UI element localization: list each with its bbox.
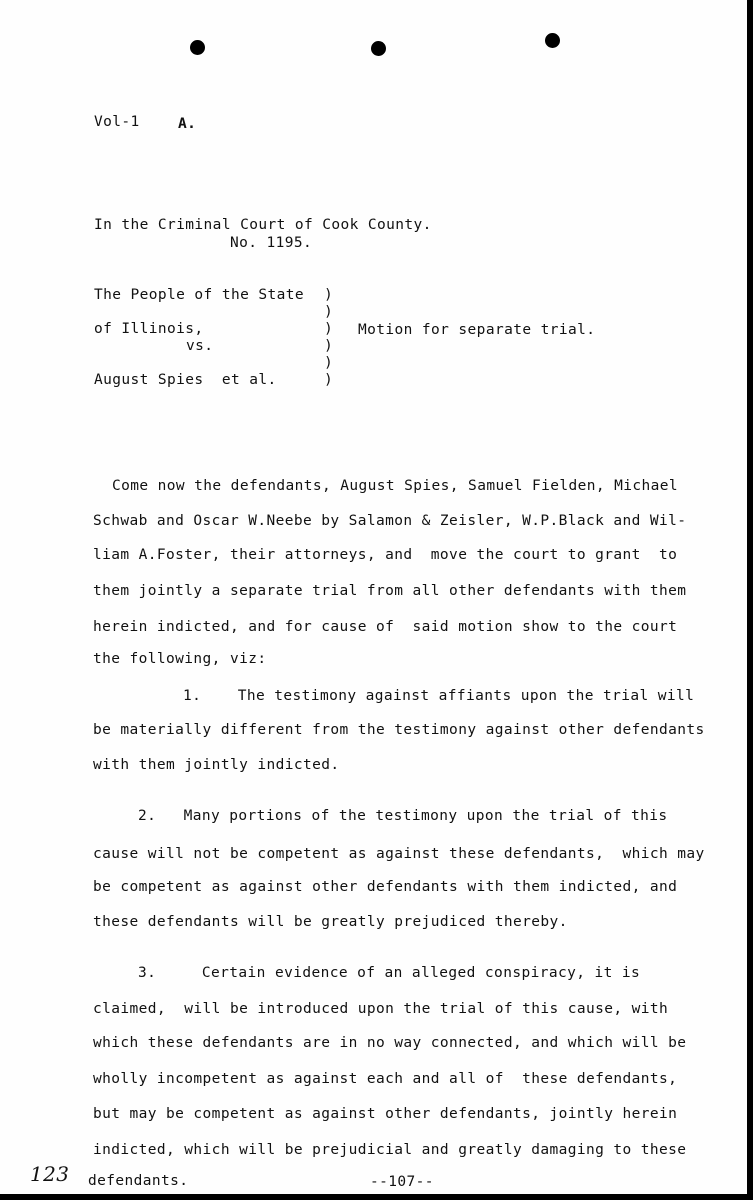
body-line: these defendants will be greatly prejudiced thereby. — [93, 914, 568, 930]
body-line: wholly incompetent as against each and all of these defendants, — [93, 1071, 678, 1087]
body-line: indicted, which will be prejudicial and greatly damaging to these — [93, 1142, 687, 1158]
body-line: them jointly a separate trial from all other defendants with them — [93, 583, 687, 599]
body-line: but may be competent as against other defendants, jointly herein — [93, 1106, 678, 1122]
body-line: cause will not be competent as against these defendants, which may — [93, 846, 705, 862]
caption-brace: ) — [324, 287, 334, 303]
volume-label: Vol-1 — [94, 114, 140, 130]
motion-title: Motion for separate trial. — [358, 322, 596, 338]
caption-line: vs. — [186, 338, 214, 354]
page-number: --107-- — [370, 1174, 434, 1190]
body-line: claimed, will be introduced upon the trial of this cause, with — [93, 1001, 669, 1017]
body-line: Come now the defendants, August Spies, Samuel Fielden, Michael — [112, 478, 679, 494]
body-line: the following, viz: — [93, 651, 267, 667]
body-line: liam A.Foster, their attorneys, and move the court to grant to — [93, 547, 678, 563]
caption-brace: ) — [324, 355, 334, 371]
punch-hole — [545, 33, 560, 48]
court-title: In the Criminal Court of Cook County. — [94, 217, 432, 233]
caption-line: The People of the State — [94, 287, 304, 303]
case-number: No. 1195. — [230, 235, 313, 251]
handwritten-page-number: 123 — [30, 1162, 70, 1186]
body-line: herein indicted, and for cause of said motion show to the court — [93, 619, 678, 635]
caption-brace: ) — [324, 304, 334, 320]
caption-line: of Illinois, — [94, 321, 204, 337]
body-line: Schwab and Oscar W.Neebe by Salamon & Zeisler, W.P.Black and Wil- — [93, 513, 687, 529]
caption-line: August Spies et al. — [94, 372, 277, 388]
body-line: be materially different from the testimony against other defendants — [93, 722, 705, 738]
body-line: defendants. — [88, 1173, 189, 1189]
body-line: which these defendants are in no way connected, and which will be — [93, 1035, 687, 1051]
caption-brace: ) — [324, 372, 334, 388]
caption-brace: ) — [324, 321, 334, 337]
body-line: be competent as against other defendants with them indicted, and — [93, 879, 678, 895]
caption-brace: ) — [324, 338, 334, 354]
body-line: 3. Certain evidence of an alleged conspiracy, it is — [138, 965, 641, 981]
punch-hole — [190, 40, 205, 55]
punch-hole — [371, 41, 386, 56]
body-line: with them jointly indicted. — [93, 757, 340, 773]
body-line: 1. The testimony against affiants upon the trial will — [183, 688, 695, 704]
body-line: 2. Many portions of the testimony upon the trial of this — [138, 808, 668, 824]
volume-letter: A. — [178, 116, 197, 132]
